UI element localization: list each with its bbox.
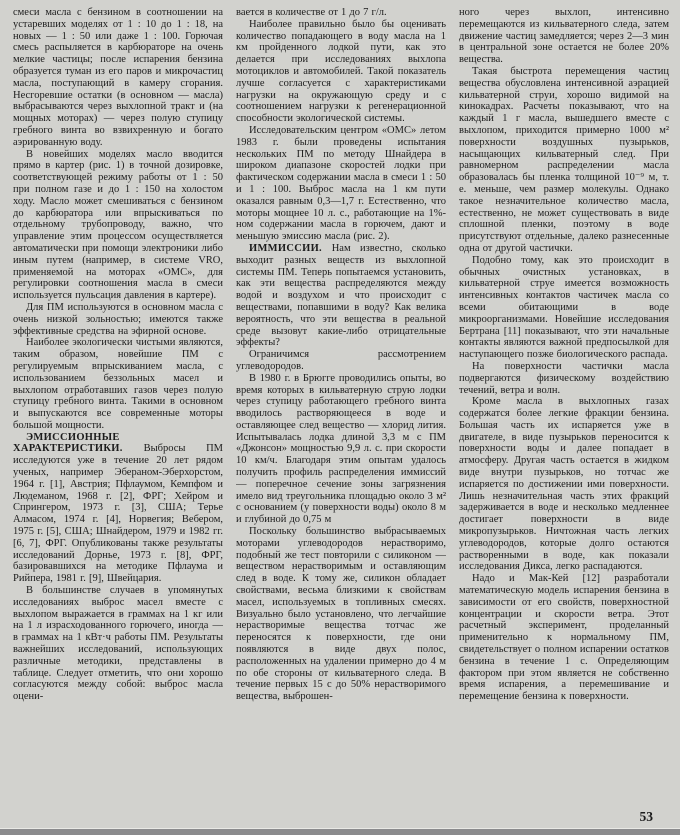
run-in-heading: ИММИССИИ. (249, 242, 332, 254)
paragraph: ИММИССИИ. Нам известно, сколько выходит разных веществ из выхлопной системы ПМ. Теперь попытаемся установить, как эти вещества распределяются между водой и воздухом и что происходит с веществами, попавшими в воду? Как велика вероятность, что эти вещества в реальной среде вызовут какие-либо отрицательные эффекты? (236, 242, 446, 349)
text-column-1 (13, 7, 223, 819)
paragraph: Для ПМ используются в основном масла с очень низкой зольностью; имеются также эффективные средства на эфирной основе. (13, 301, 223, 337)
text-column-3 (459, 7, 669, 819)
paragraph: В большинстве случаев в упомянутых исследованиях выброс масел вместе с выхлопом выражается в граммах на 1 кг или на 1 л израсходованного горючего, иногда — в граммах на 1 кВт·ч работы ПМ. Результаты важнейших исследований, использующих различные методики, представлены в таблице. Следует отметить, что они хорошо согласуются между собой: выброс масла оцени- (13, 585, 223, 703)
paragraph: В новейших моделях масло вводится прямо в картер (рис. 1) в точной дозировке, соответствующей режиму работы от 1 : 50 при полном газе и до 1 : 150 на холостом ходу. Масло может смешиваться с бензином до карбюратора или впрыскиваться по отдельному трубопроводу, важно, что управление этим процессом осуществляется автоматически при помощи электроники либо иным путем (например, в системе VRO, применяемой на моторах «ОМС», для регулировки соотношения масла в смеси используется пульсация давления в картере). (13, 148, 223, 302)
paragraph: ного через выхлоп, интенсивно перемещаются из кильватерного следа, затем движение частиц замедляется; через 2—3 мин в центральной зоне остается не более 20% вещества. (459, 7, 669, 66)
run-in-heading: ЭМИССИОННЫЕ ХАРАКТЕРИСТИКИ. (13, 431, 144, 455)
paragraph: Поскольку большинство выбрасываемых моторами углеводородов нерастворимо, подобный же тест повторили с силиконом — веществом нерастворимым и оставляющим след в воде. К тому же, силикон обладает свойствами, весьма близкими к свойствам масел, используемых в топливных смесях. Визуально было установлено, что легчайшие нерастворимые вещества тотчас же переносятся к поверхности, где они появляются в виде двух полос, расположенных на удалении примерно до 4 м по обе стороны от кильватерного следа. В течение первых 15 с до 50% нерастворимого вещества, выброшен- (236, 526, 446, 703)
paragraph: вается в количестве от 1 до 7 г/л. (236, 7, 387, 18)
paragraph: Такая быстрота перемещения частиц вещества обусловлена интенсивной аэрацией кильватерной струи, хорошо видимой на кинокадрах. Расчеты показывают, что на каждый 1 г масла, вышедшего вместе с выхлопом, приходится примерно 1000 м² поверхности воздушных пузырьков, насыщающих кильватерный след. При равномерном распределении масла образовалась бы пленка толщиной 10⁻⁹ м, т. е. меньше, чем размер молекулы. Однако такое незначительное количество масла, естественно, не может существовать в виде сплошной пленки, поэтому в воде присутствуют отдельные, далеко разнесенные одна от другой частички. (459, 65, 669, 254)
paragraph: ЭМИССИОННЫЕ ХАРАКТЕРИСТИКИ. Выбросы ПМ исследуются уже в течение 20 лет рядом ученых, например Эбераном-Эберхорстом, 1964 г. [1], Австрия; Пфлаумом, Кемпфом и Людеманом, 1968 г. [2], ФРГ; Хейром и Спрингером, 1973 г. [3], США; Терье Алмасом, 1974 г. [4], Норвегия; Вебером, 1975 г. [5], США; Шнайдером, 1979 и 1982 гг. [6, 7], ФРГ. Опубликованы также результаты исследований Дорнье, 1973 г. [8], ФРГ, базировавшихся на методике Пфлаума и Рийпера, 1981 г. [9], Швейцария. (13, 431, 223, 585)
paragraph: Исследовательским центром «ОМС» летом 1983 г. были проведены испытания нескольких ПМ по методу Шнайдера в широком диапазоне скоростей лодки при фактическом содержании масла в смеси 1 : 50 и 1 : 100. Выброс масла на 1 км пути оказался равным 0,3—1,7 г. Естественно, что моторы мощнее 10 л. с., работающие на 1%-ном содержании масла в горючем, дают и меньшую эмиссию масла (рис. 2). (236, 124, 446, 243)
paragraph: Кроме масла в выхлопных газах содержатся более легкие фракции бензина. Большая часть их испаряется уже в двигателе, в виде пузырьков переносится к поверхности воды и далее попадает в атмосферу. Другая часть остается в жидком виде внутри пузырьков, но тотчас же испаряется по достижении ими поверхности. Лишь незначительная часть этих фракций задерживается в воде и несколько медленнее достигает поверхности в виде микропузырьков. Ничтожная часть легких углеводородов, которые долго остаются растворенными в воде, как показали исследования Дикса, легко распадаются. (459, 396, 669, 573)
page-number: 53 (639, 809, 653, 824)
paragraph: На поверхности частички масла подвергаются физическому воздействию течений, ветра и волн. (459, 360, 669, 396)
paragraph: Наиболее экологически чистыми являются, таким образом, новейшие ПМ с регулируемым впрыскиванием масла, с использованием беззольных масел и выхлопом отработавших газов через полую ступицу гребного винта. Такими в основном и выпускаются все современные моторы большой мощности. (13, 337, 223, 431)
paragraph: Подобно тому, как это происходит в обычных очистных установках, в кильватерной струе имеется возможность интенсивных контактов частичек масла со всеми обитающими в воде микроорганизмами. Новейшие исследования Бертрана [11] показывают, что эти начальные контакты являются важной предпосылкой для наступающего позже биологического распада. (459, 254, 669, 361)
text-columns (13, 7, 669, 819)
paragraph: смеси масла с бензином в соотношении на устаревших моделях от 1 : 10 до 1 : 18, на новых — 1 : 50 или даже 1 : 100. Горючая смесь распыляется в карбюраторе на очень мелкие частицы; после испарения бензина образуется туман из его паров и микрочастиц масла, поступающий в камеру сгорания. Несгоревшие остатки (в основном — масла) выбрасываются через выхлопной тракт и (на мощных моторах) — через полую ступицу гребного винта во взвихренную и богато аэрированную воду. (13, 7, 223, 148)
paragraph: Наиболее правильно было бы оценивать количество попадающего в воду масла на 1 км пройденного лодкой пути, как это делается при исследованиях выхлопа мотоциклов и автомобилей. Такой показатель лучше согласуется с характеристиками нагрузки на окружающую среду и с соотношением нагрузки к регенерационной способности экологической системы. (236, 18, 446, 125)
paragraph: Ограничимся рассмотрением углеводородов. (236, 349, 446, 372)
text-column-2 (236, 7, 446, 819)
scan-edge-shadow (0, 828, 680, 835)
paragraph: В 1980 г. в Брюгге проводились опыты, во время которых в кильватерную струю лодки через ступицу работающего гребного винта вводилось растворяющееся в воде и оставляющее след вещество — хлорид лития. Испытывалась лодка длиной 3,3 м с ПМ «Джонсон» мощностью 9,9 л. с. при скорости 10 км/ч. Благодаря этим опытам удалось получить профиль распределения иммиссий — поперечное сечение зоны загрязнения имело вид треугольника площадью около 3 м² с основанием (у поверхности воды) около 8 м и глубиной до 0,75 м (236, 372, 446, 526)
paragraph: Надо и Мак-Кей [12] разработали математическую модель испарения бензина в зависимости от его свойств, поверхностной концентрации и скорости ветра. Этот расчетный эксперимент, проделанный применительно к нормальному ПМ, свидетельствует о полном испарении остатков бензина в течение 1 с. Определяющим фактором при этом является не собственно время испарения, а перемешивание и перемещение бензина к поверхности. (459, 573, 669, 703)
